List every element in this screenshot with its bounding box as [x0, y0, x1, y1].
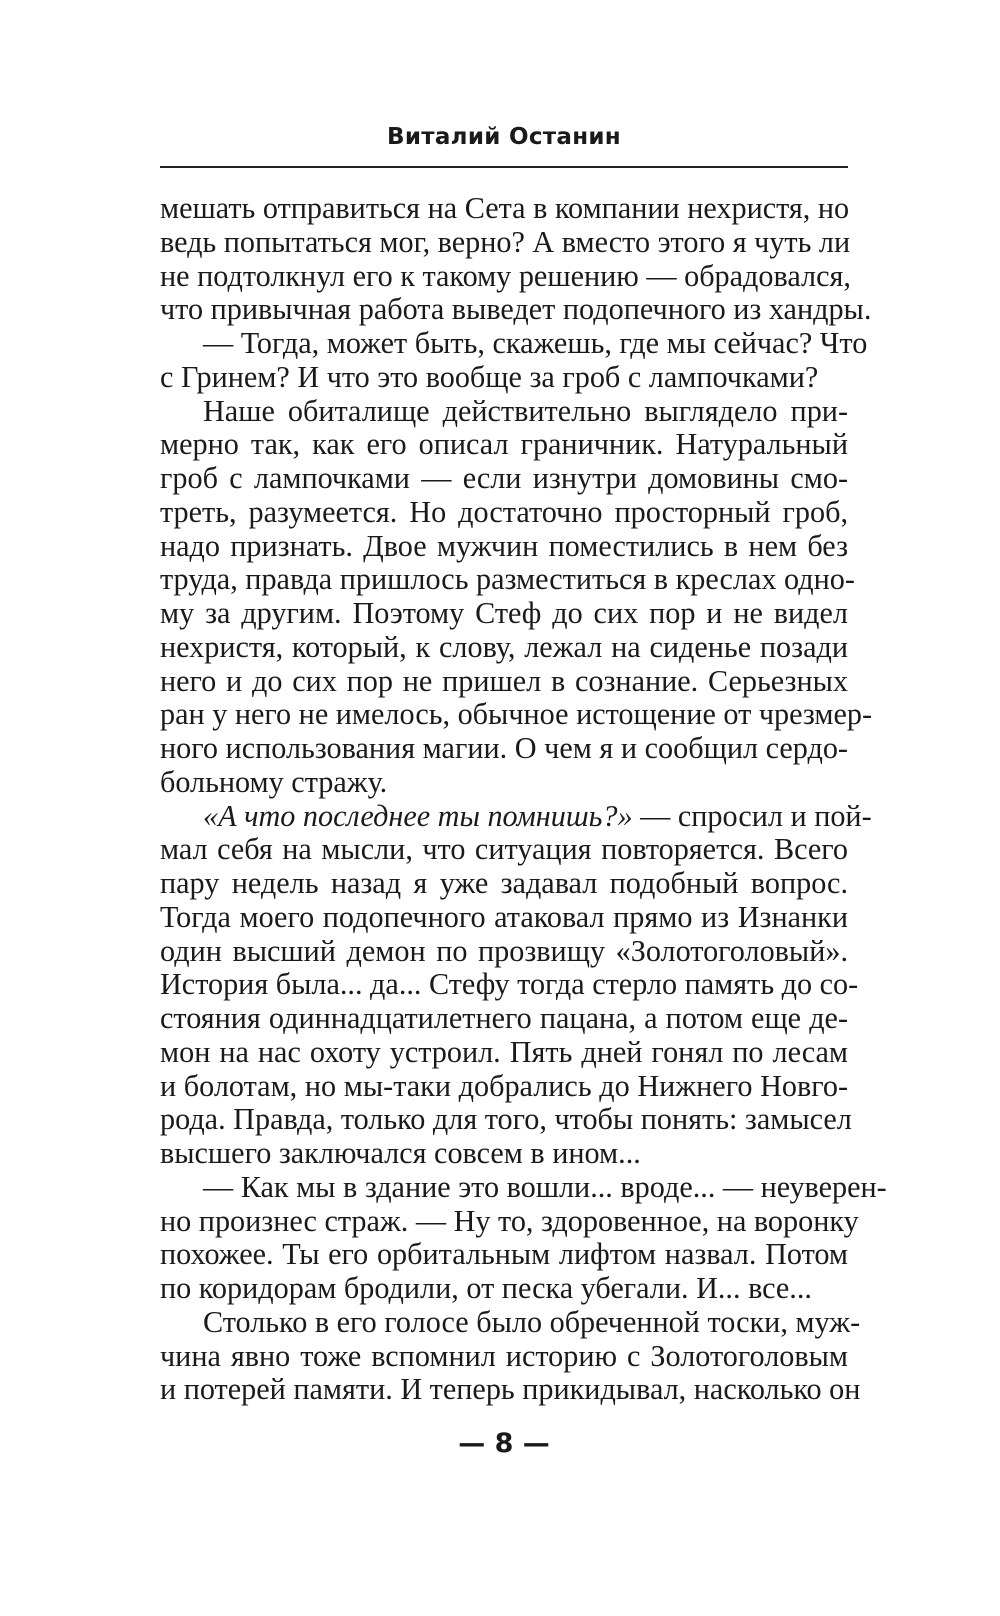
- line-text: мал себя на мысли, что ситуация повторяется. Всего: [160, 832, 848, 867]
- text-line: [160, 766, 848, 800]
- line-text: ведь попытаться мог, верно? А вместо этого я чуть ли: [160, 224, 851, 259]
- text-line: [160, 1036, 848, 1070]
- line-text: но произнес страж. — Ну то, здоровенное, на воронку: [160, 1203, 859, 1238]
- text-line: [160, 1372, 861, 1407]
- line-text: пару недель назад я уже задавал подобный вопрос.: [160, 866, 848, 900]
- page-number: — 8 —: [458, 1428, 550, 1459]
- line-text: и потерей памяти. И теперь прикидывал, насколько он: [160, 1372, 861, 1407]
- text-line: [160, 1340, 848, 1374]
- text-line: [160, 1238, 848, 1272]
- line-text: — Как мы в здание это вошли... вроде... — неуверен-: [203, 1169, 887, 1204]
- line-text: ран у него не имелось, обычное истощение от чрезмер-: [160, 697, 873, 732]
- text-line: [160, 665, 848, 699]
- line-text: надо признать. Двое мужчин поместились в нем без: [160, 528, 848, 563]
- text-line: [160, 292, 872, 327]
- text-line: [160, 935, 848, 969]
- line-text: нехристя, который, к слову, лежал на сиденье позади: [160, 629, 848, 664]
- line-text: гроб с лампочками — если изнутри домовины смо-: [160, 461, 848, 495]
- line-text: труда, правда пришлось разместиться в креслах одно-: [160, 562, 855, 597]
- line-text: треть, разумеется. Но достаточно просторный гроб,: [160, 494, 848, 529]
- text-line: [160, 1203, 859, 1239]
- line-text: ного использования магии. О чем я и сообщил сердо-: [160, 731, 848, 765]
- line-text: Столько в его голосе было обреченной тоски, муж-: [203, 1304, 861, 1339]
- line-text: чина явно тоже вспомнил историю с Золотоголовым: [160, 1338, 848, 1373]
- line-text: стояния одиннадцатилетнего пацана, а потом еще де-: [160, 1001, 848, 1035]
- text-line: [160, 833, 848, 867]
- running-head: Виталий Останин: [386, 124, 622, 150]
- text-line: [160, 224, 851, 260]
- line-text: мон на нас охоту устроил. Пять дней гонял по лесам: [160, 1034, 848, 1069]
- line-text: му за другим. Поэтому Стеф до сих пор и не видел: [160, 596, 848, 630]
- text-line: [160, 462, 848, 496]
- text-line: [160, 798, 872, 834]
- line-text: рода. Правда, только для того, чтобы понять: замысел: [160, 1102, 852, 1137]
- text-line: [160, 1272, 848, 1306]
- line-text: высшего заключался совсем в ином...: [160, 1136, 641, 1170]
- text-line: [160, 562, 855, 597]
- line-text: по коридорам бродили, от песка убегали. И... все...: [160, 1271, 812, 1305]
- text-line: [160, 631, 848, 665]
- text-line: [160, 1169, 887, 1205]
- text-line: [160, 428, 848, 462]
- line-text: мешать отправиться на Сета в компании нехристя, но: [160, 191, 850, 225]
- text-line: [160, 732, 848, 766]
- line-text: что привычная работа выведет подопечного из хандры.: [160, 292, 872, 327]
- line-text: больному стражу.: [160, 764, 388, 799]
- text-line: [160, 597, 848, 631]
- line-text: История была... да... Стефу тогда стерло память до со-: [160, 967, 859, 1002]
- text-line: [160, 530, 848, 564]
- line-text: него и до сих пор не пришел в сознание. Серьезных: [160, 663, 848, 698]
- text-line: [160, 1002, 848, 1036]
- text-line: [160, 395, 848, 429]
- text-line: [160, 1102, 852, 1137]
- text-line: [160, 901, 848, 935]
- header-rule: [160, 166, 848, 168]
- line-text: — спросил и пой-: [632, 798, 872, 833]
- line-text: похожее. Ты его орбитальным лифтом назвал. Потом: [160, 1237, 848, 1272]
- line-text: один высший демон по прозвищу «Золотоголовый».: [160, 933, 848, 968]
- line-text: мерно так, как его описал граничник. Натуральный: [160, 427, 848, 462]
- text-line: [160, 867, 848, 901]
- text-line: [160, 192, 848, 226]
- line-text: Наше обиталище действительно выглядело при-: [203, 393, 848, 428]
- text-line: [160, 258, 851, 294]
- line-text: и болотам, но мы-таки добрались до Нижнего Новго-: [160, 1068, 848, 1103]
- line-text: — Тогда, может быть, скажешь, где мы сейчас? Что: [203, 326, 868, 360]
- text-line: [160, 496, 848, 530]
- text-line: [160, 361, 848, 395]
- text-line: [160, 697, 873, 732]
- italic-phrase: «А что последнее ты помнишь?»: [203, 798, 633, 833]
- line-text: не подтолкнул его к такому решению — обрадовался,: [160, 258, 851, 293]
- text-line: [160, 967, 859, 1002]
- text-line: [160, 1304, 861, 1340]
- line-text: Тогда моего подопечного атаковал прямо из Изнанки: [160, 899, 848, 934]
- body-text: [160, 191, 887, 1407]
- text-line: [160, 1137, 848, 1171]
- text-line: [160, 326, 868, 361]
- text-line: [160, 1070, 848, 1104]
- line-text: с Гринем? И что это вообще за гроб с лампочками?: [160, 359, 819, 394]
